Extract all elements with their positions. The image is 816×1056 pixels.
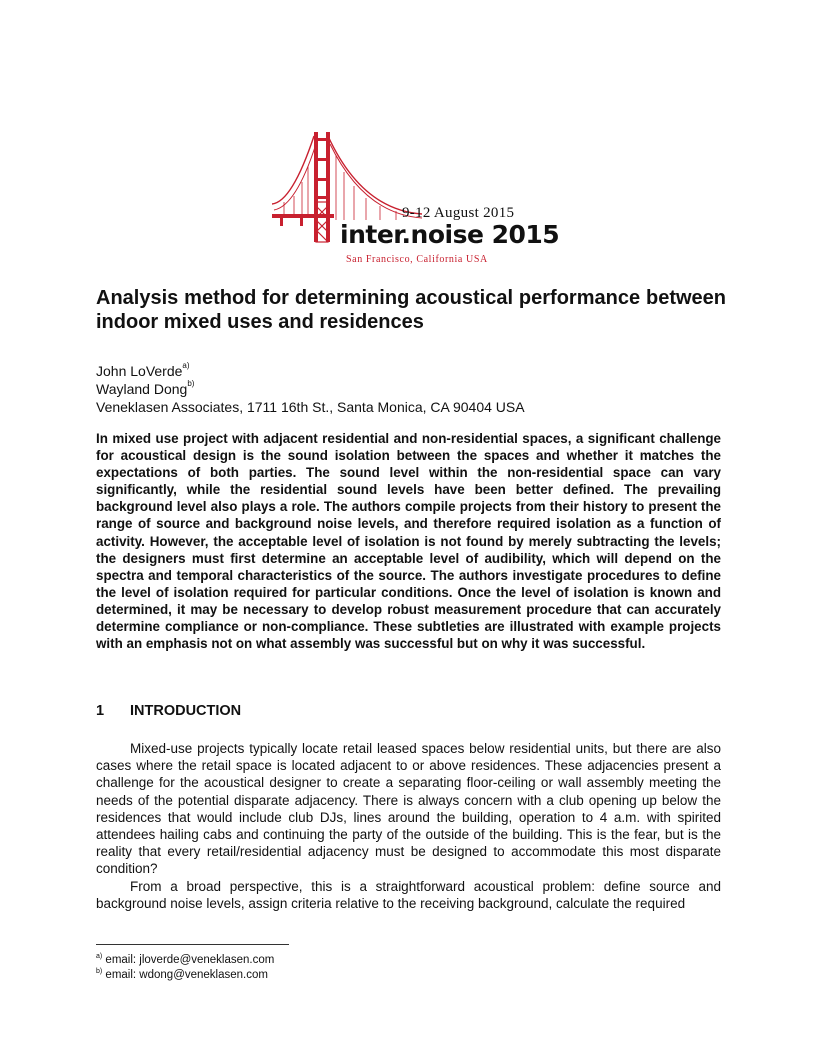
paper-title: Analysis method for determining acoustical performance between indoor mixed uses and residences bbox=[96, 287, 726, 333]
author-mark: a) bbox=[182, 361, 190, 370]
golden-gate-bridge-icon bbox=[272, 130, 552, 270]
section-title: INTRODUCTION bbox=[130, 703, 242, 719]
conference-logo bbox=[272, 130, 560, 270]
author-name: Wayland Dong bbox=[96, 381, 188, 397]
author-line bbox=[96, 380, 525, 398]
footnotes bbox=[96, 953, 274, 983]
author-name: John LoVerde bbox=[96, 363, 183, 379]
conference-brand: inter.noise 2015 bbox=[340, 220, 560, 249]
affiliation: Veneklasen Associates, 1711 16th St., Santa Monica, CA 90404 USA bbox=[96, 399, 525, 415]
footnote bbox=[96, 968, 274, 983]
abstract: In mixed use project with adjacent residential and non-residential spaces, a significant challenge for acoustical design is the sound isolation between the spaces and whether it matches the expectations of both parties. The sound level within the non-residential space can vary significantly, while the residential sound levels have been better defined. The prevailing background level also plays a role. The authors compile projects from their history to present the range of source and background noise levels, and therefore required isolation as a function of activity. However, the acceptable level of isolation is not found by merely subtracting the levels; the designers must first determine an acceptable level of audibility, which will depend on the spectra and temporal characteristics of the source. The authors investigate procedures to define the level of isolation required for particular conditions. Once the level of isolation is known and determined, it may be necessary to develop robust measurement procedure that can accurately determine compliance or non-compliance. These subtleties are illustrated with example projects with an emphasis not on what assembly was successful but on why it was successful. bbox=[96, 431, 721, 652]
conference-location: San Francisco, California USA bbox=[346, 254, 488, 265]
paragraph: Mixed-use projects typically locate retail leased spaces below residential units, but there are also cases where the retail space is located adjacent to or above residences. These adjacencies present a challenge for the acoustical designer to create a separating floor-ceiling or wall assembly meeting the needs of the potential disparate adjacency. There is always concern with a club opening up below the residences that would include club DJs, lines around the building, operation to 4 a.m. with spirited attendees hailing cabs and continuing the party of the outside of the building. This is the fear, but is the reality that every retail/residential adjacency must be designed to accommodate this most disparate condition? bbox=[96, 741, 721, 877]
footnote-mark: a) bbox=[96, 953, 103, 960]
author-block bbox=[96, 362, 525, 416]
author-line bbox=[96, 362, 525, 380]
footnote-divider bbox=[96, 944, 289, 945]
footnote-text: email: jloverde@veneklasen.com bbox=[102, 954, 275, 966]
footnote bbox=[96, 953, 274, 968]
body-text bbox=[96, 740, 721, 912]
author-mark: b) bbox=[187, 379, 195, 388]
conference-date: 9-12 August 2015 bbox=[402, 205, 515, 221]
section-number: 1 bbox=[96, 703, 105, 719]
footnote-mark: b) bbox=[96, 968, 103, 975]
paragraph: From a broad perspective, this is a straightforward acoustical problem: define source and background noise levels, assign criteria relative to the receiving background, calculate the required bbox=[96, 878, 721, 911]
section-heading bbox=[96, 703, 241, 719]
footnote-text: email: wdong@veneklasen.com bbox=[102, 969, 268, 981]
